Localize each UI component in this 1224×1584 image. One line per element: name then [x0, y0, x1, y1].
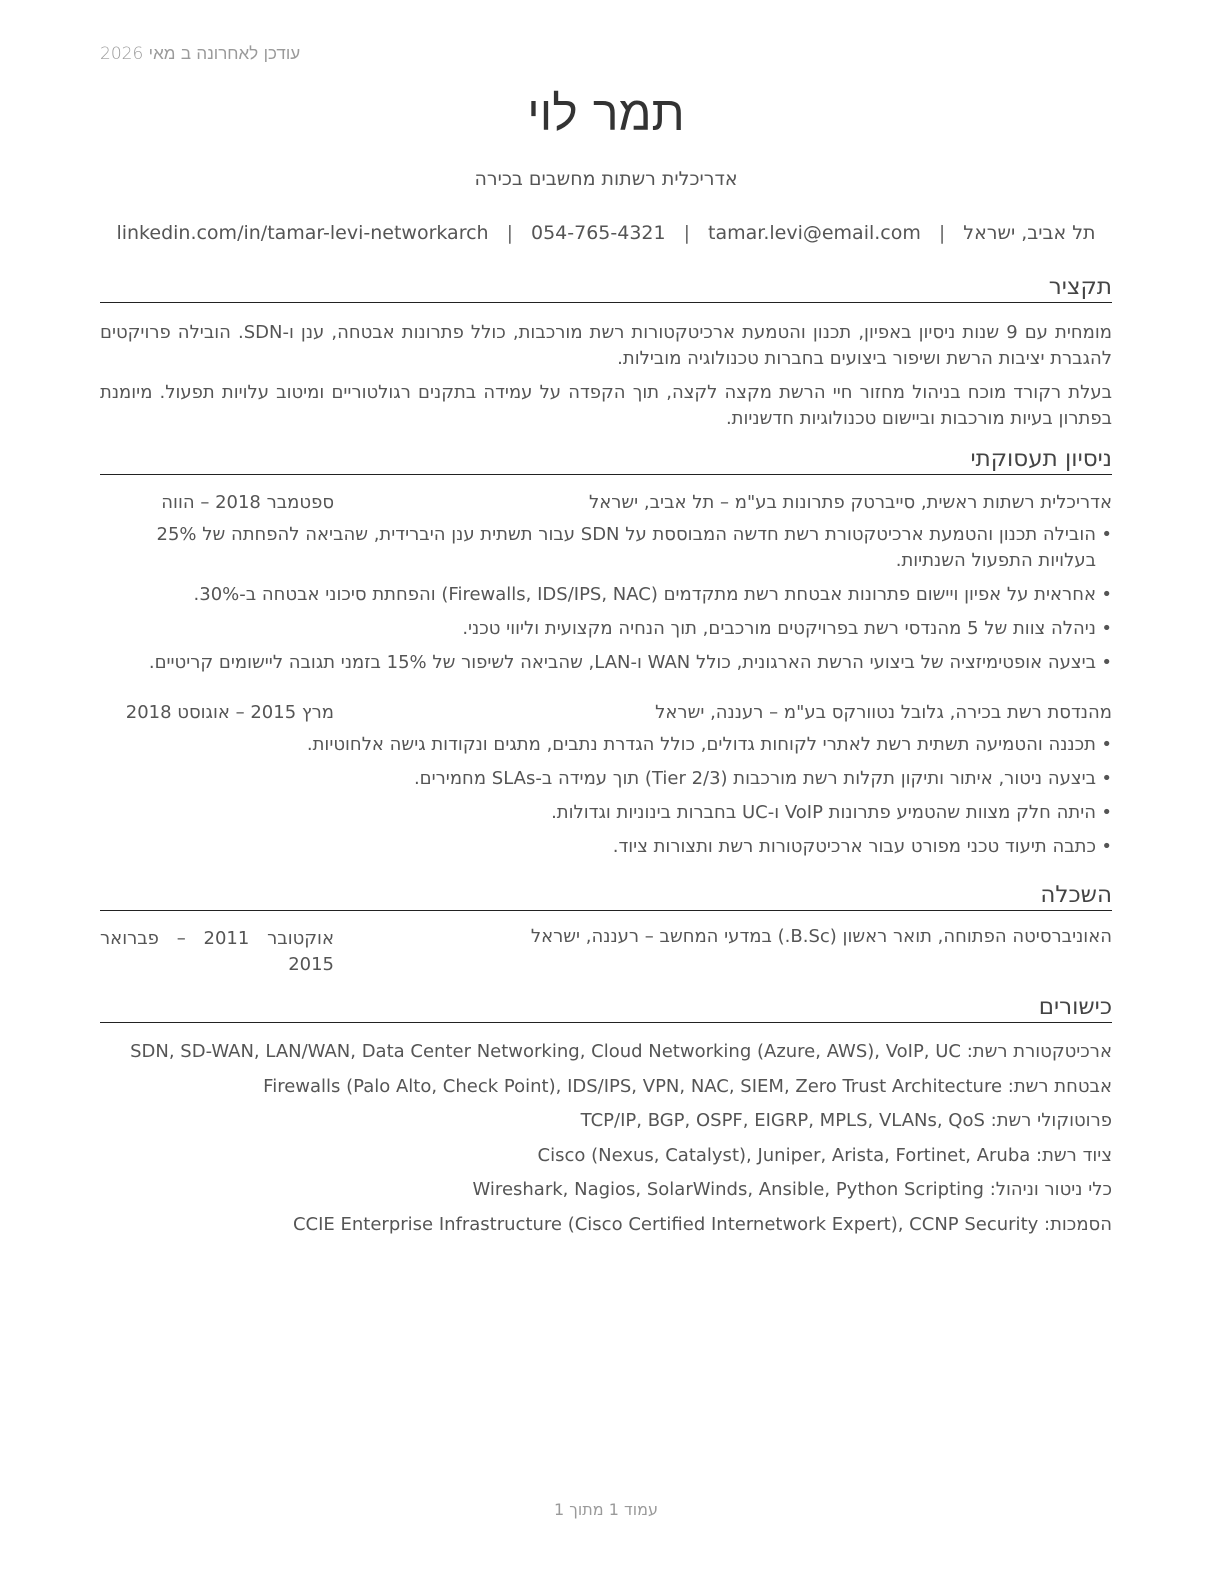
last-updated: עודכן לאחרונה ב מאי 2026 — [100, 44, 301, 64]
summary-heading: תקציר — [100, 274, 1112, 303]
summary-paragraph: מומחית עם 9 שנות ניסיון באפיון, תכנון והטמעת ארכיטקטורות רשת מורכבות, כולל פתרונות אבטחה, ענן ו-SDN. הובילה פרויקטים להגברת יציבות הרשת ושיפור ביצועים בחברות טכנולוגיה מובילות. — [100, 322, 1112, 369]
job-header — [100, 702, 1112, 728]
skill-row: ארכיטקטורת רשת: SDN, SD-WAN, LAN/WAN, Data Center Networking, Cloud Networking (Azure, AWS), VoIP, UC — [130, 1041, 1112, 1062]
education-entry — [100, 926, 1112, 978]
education-heading: השכלה — [100, 882, 1112, 911]
resume-page — [100, 0, 1112, 1584]
skill-row: פרוטוקולי רשת: TCP/IP, BGP, OSPF, EIGRP, MPLS, VLANs, QoS — [580, 1110, 1112, 1132]
summary-paragraph: בעלת רקורד מוכח בניהול מחזור חיי הרשת מקצה לקצה, תוך הקפדה על עמידה בתקנים רגולטוריים ומיטוב עלויות תפעול. מיומנת בפתרון בעיות מורכבות וביישום טכנולוגיות חדשניות. — [100, 382, 1112, 429]
contact-linkedin[interactable]: linkedin.com/in/tamar-levi-networkarch — [116, 222, 489, 244]
education-institution: האוניברסיטה הפתוחה, תואר ראשון (B.Sc.) במדעי המחשב – רעננה, ישראל — [530, 926, 1112, 947]
list-item: • כתבה תיעוד טכני מפורט עבור ארכיטקטורות רשת ותצורות ציוד. — [100, 834, 1112, 860]
contact-separator: | — [938, 222, 946, 244]
contact-separator: | — [506, 222, 513, 244]
skill-row: כלי ניטור וניהול: Wireshark, Nagios, SolarWinds, Ansible, Python Scripting — [472, 1179, 1112, 1201]
contact-location: תל אביב, ישראל — [963, 222, 1096, 244]
list-item: • אחראית על אפיון ויישום פתרונות אבטחת רשת מתקדמים (Firewalls, IDS/IPS, NAC) והפחתת סיכוני אבטחה ב-30%. — [100, 582, 1112, 608]
skill-row: ציוד רשת: Cisco (Nexus, Catalyst), Juniper, Arista, Fortinet, Aruba — [537, 1144, 1112, 1166]
list-item: • ביצעה ניטור, איתור ותיקון תקלות רשת מורכבות (Tier 2/3) תוך עמידה ב-SLAs מחמירים. — [100, 766, 1112, 792]
skills-heading: כישורים — [100, 994, 1112, 1023]
list-item: • ניהלה צוות של 5 מהנדסי רשת בפרויקטים מורכבים, תוך הנחיה מקצועית וליווי טכני. — [100, 616, 1112, 642]
skill-row: אבטחת רשת: Firewalls (Palo Alto, Check Point), IDS/IPS, VPN, NAC, SIEM, Zero Trust Architecture — [263, 1075, 1112, 1097]
job-dates: מרץ 2015 – אוגוסט 2018 — [125, 702, 334, 723]
contact-phone[interactable]: 054-765-4321 — [531, 222, 666, 244]
contact-separator: | — [683, 222, 691, 244]
page-number: עמוד 1 מתוך 1 — [554, 1500, 658, 1519]
job-role: אדריכלית רשתות ראשית, סייברטק פתרונות בע"מ – תל אביב, ישראל — [589, 492, 1112, 513]
skills-list — [100, 1039, 1112, 1247]
education-dates: אוקטובר 2011 – פברואר 2015 — [100, 928, 334, 975]
list-item: • הובילה תכנון והטמעת ארכיטקטורת רשת חדשה המבוססת על SDN עבור תשתית ענן היברידית, שהביאה להפחתה של 25% בעלויות התפעול השנתיות. — [100, 522, 1112, 574]
candidate-title: אדריכלית רשתות מחשבים בכירה — [474, 168, 738, 190]
contact-line — [100, 222, 1112, 244]
candidate-name: תמר לוי — [527, 86, 685, 142]
job-bullets — [100, 732, 1112, 868]
list-item: • ביצעה אופטימיזציה של ביצועי הרשת הארגונית, כולל WAN ו-LAN, שהביאה לשיפור של 15% בזמני תגובה ליישומים קריטיים. — [100, 650, 1112, 676]
list-item: • היתה חלק מצוות שהטמיע פתרונות VoIP ו-UC בחברות בינוניות וגדולות. — [100, 800, 1112, 826]
job-header — [100, 492, 1112, 518]
job-dates: ספטמבר 2018 – הווה — [161, 492, 334, 513]
contact-email[interactable]: tamar.levi@email.com — [708, 222, 921, 244]
experience-heading: ניסיון תעסוקתי — [100, 446, 1112, 475]
job-bullets — [100, 522, 1112, 684]
job-role: מהנדסת רשת בכירה, גלובל נטוורקס בע"מ – רעננה, ישראל — [655, 702, 1112, 723]
skill-row: הסמכות: CCIE Enterprise Infrastructure (Cisco Certified Internetwork Expert), CCNP Security — [292, 1213, 1112, 1235]
list-item: • תכננה והטמיעה תשתית רשת לאתרי לקוחות גדולים, כולל הגדרת נתבים, מתגים ונקודות גישה אלחוטיות. — [100, 732, 1112, 758]
